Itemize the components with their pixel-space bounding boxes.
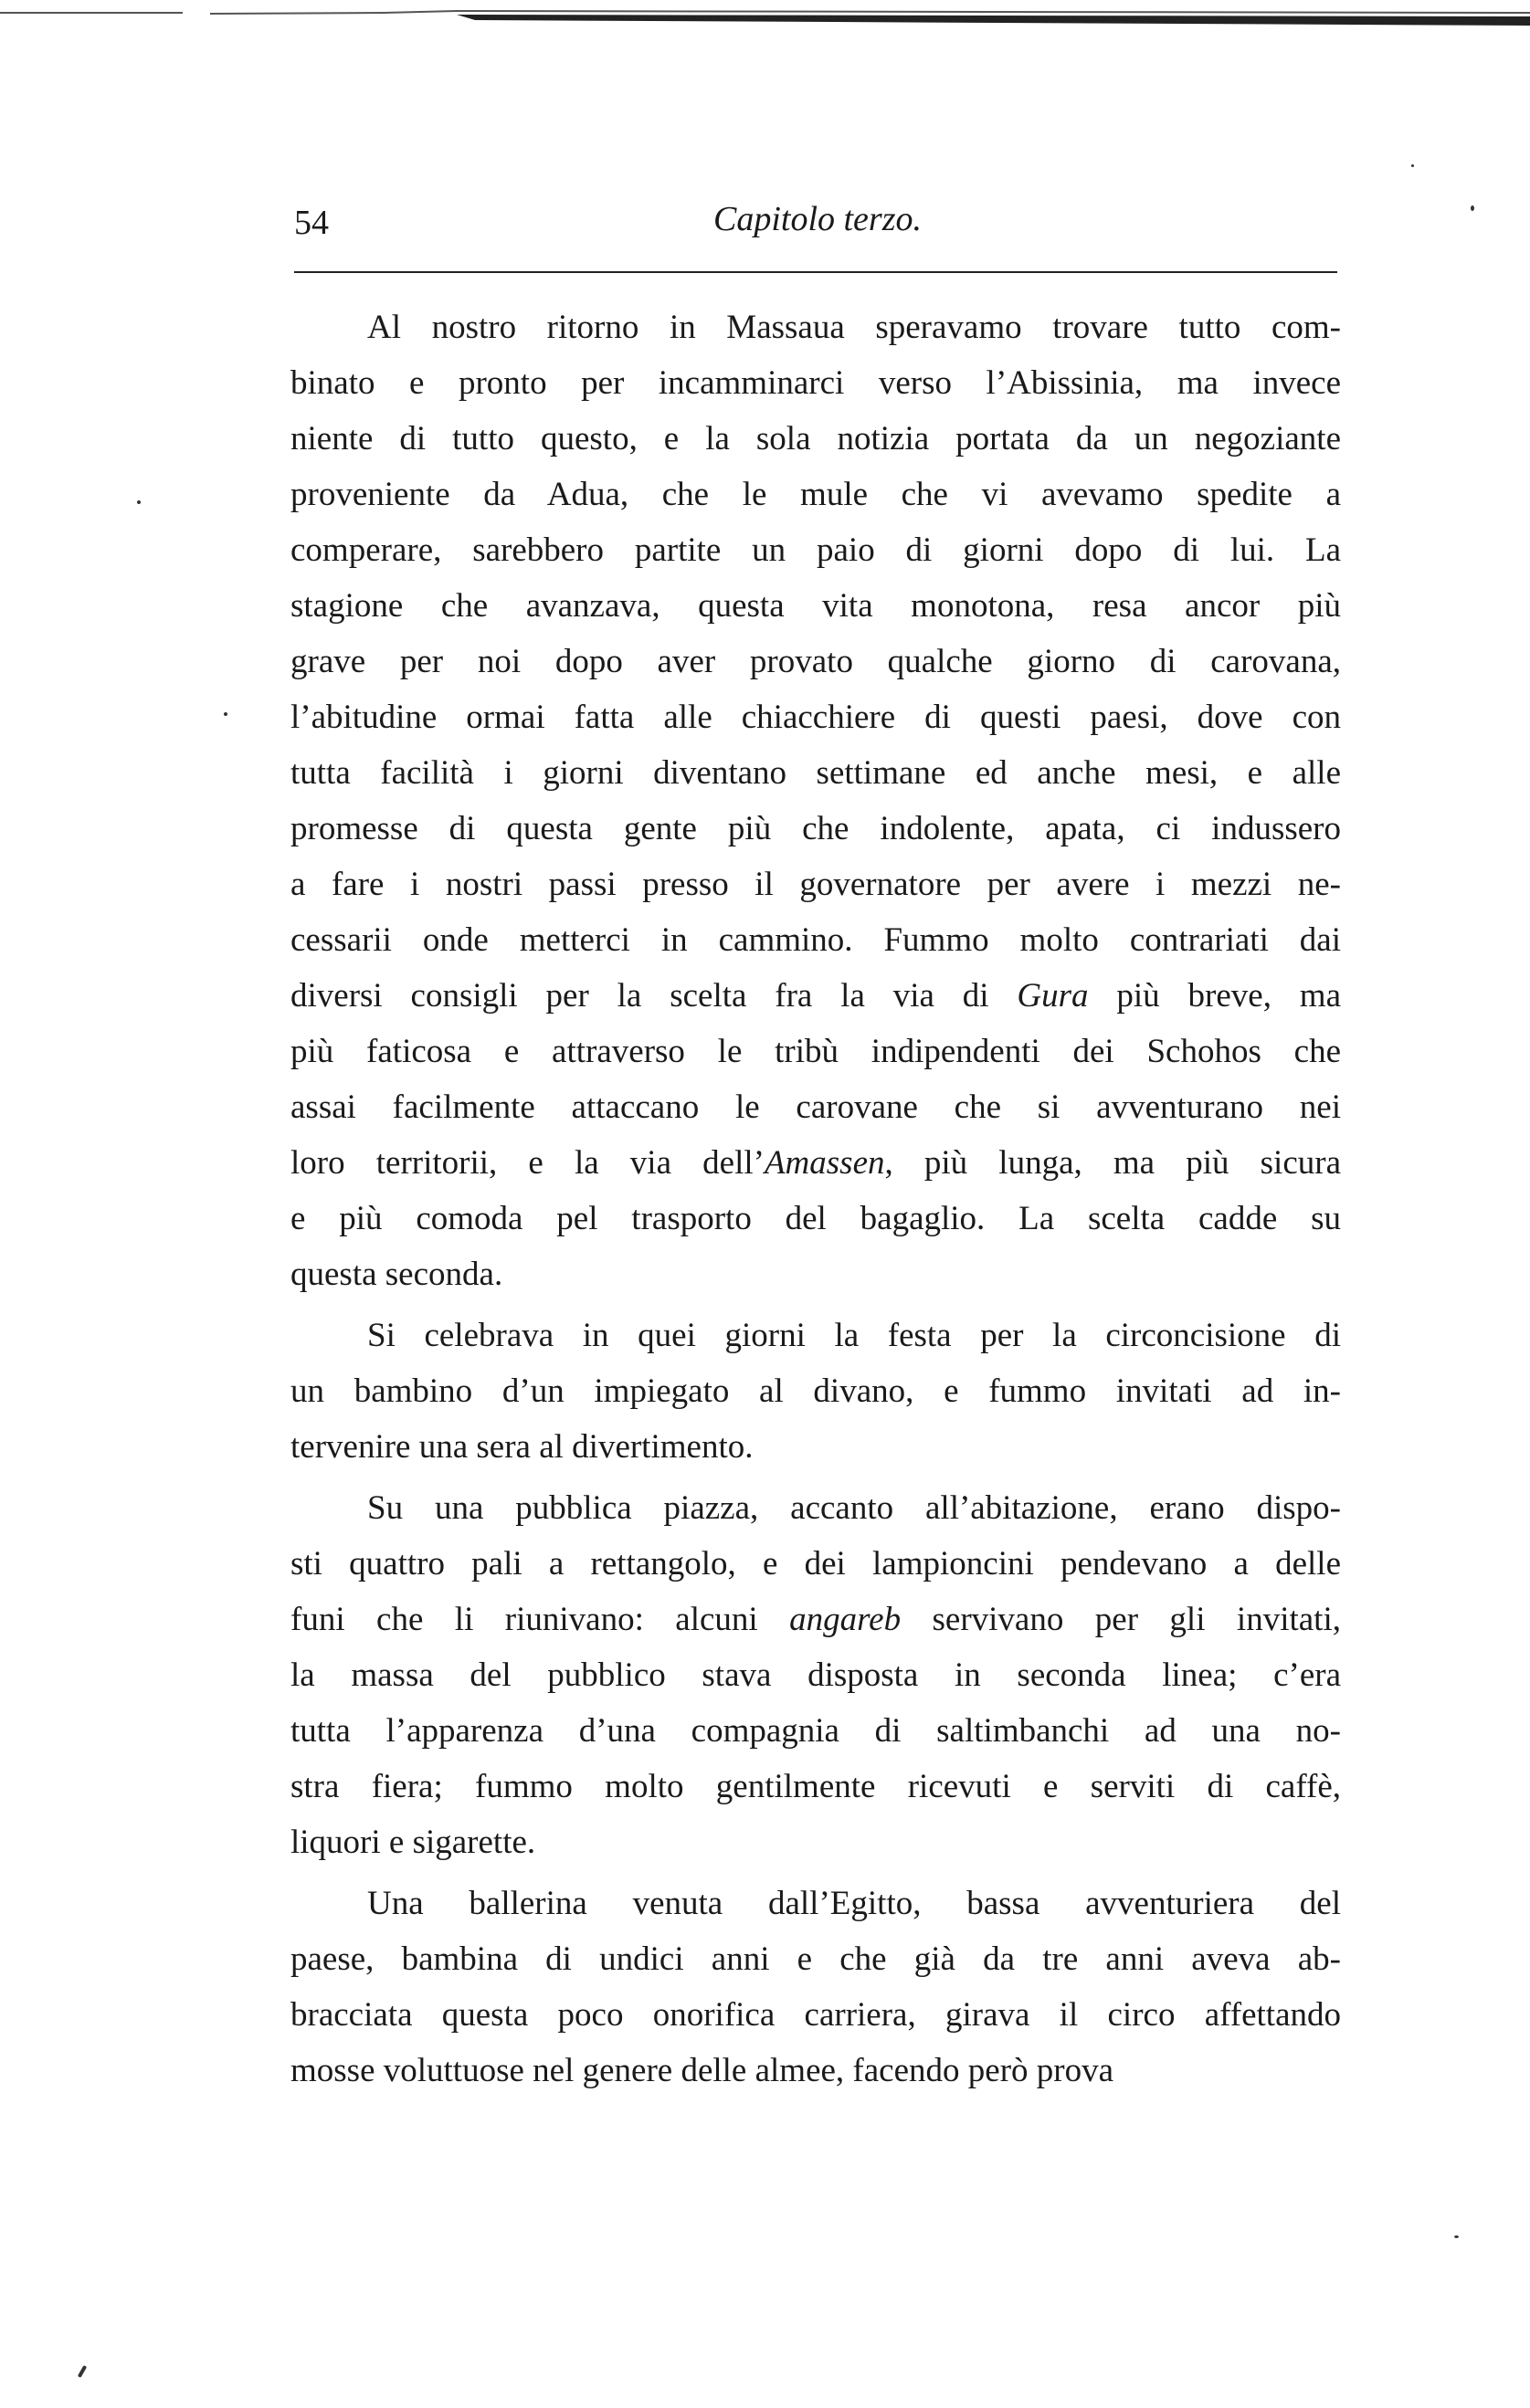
text-line bbox=[290, 801, 1341, 857]
text-line bbox=[290, 857, 1341, 912]
italic-term: angareb bbox=[789, 1601, 902, 1638]
text-segment: più faticosa e attraverso le tribù indipendenti dei Schohos che bbox=[290, 1033, 1341, 1070]
scan-speck bbox=[78, 2365, 87, 2378]
paragraph bbox=[290, 1876, 1341, 2098]
text-segment: a fare i nostri passi presso il governatore per avere i mezzi ne- bbox=[290, 866, 1341, 903]
text-segment: mosse voluttuose nel genere delle almee, facendo però prova bbox=[290, 2052, 1114, 2089]
scan-speck bbox=[137, 500, 141, 504]
text-segment: servivano per gli invitati, bbox=[901, 1601, 1341, 1638]
text-segment: e più comoda pel trasporto del bagaglio. La scelta cadde su bbox=[290, 1200, 1341, 1237]
text-segment: proveniente da Adua, che le mule che vi avevamo spedite a bbox=[290, 476, 1341, 513]
text-line bbox=[290, 1814, 1341, 1870]
text-segment: loro territorii, e la via dell’ bbox=[290, 1144, 765, 1182]
running-head: Capitolo terzo. bbox=[712, 200, 923, 238]
text-line bbox=[290, 2043, 1341, 2098]
text-line bbox=[290, 578, 1341, 634]
text-segment: stagione che avanzava, questa vita monotona, resa ancor più bbox=[290, 587, 1341, 625]
text-line bbox=[290, 355, 1341, 411]
text-segment: stra fiera; fummo molto gentilmente ricevuti e serviti di caffè, bbox=[290, 1768, 1341, 1805]
italic-term: Amassen bbox=[764, 1144, 885, 1182]
scan-speck bbox=[1471, 205, 1474, 211]
text-line bbox=[290, 1876, 1341, 1931]
text-line bbox=[290, 912, 1341, 968]
text-line bbox=[290, 1703, 1341, 1759]
text-segment: Si celebrava in quei giorni la festa per la circoncisione di bbox=[367, 1317, 1341, 1354]
text-segment: cessarii onde metterci in cammino. Fummo molto contrariati dai bbox=[290, 921, 1341, 959]
text-line bbox=[290, 1308, 1341, 1363]
text-segment: diversi consigli per la scelta fra la via di bbox=[290, 977, 1018, 1015]
page-number: 54 bbox=[294, 204, 329, 242]
text-line bbox=[290, 1647, 1341, 1703]
text-segment: grave per noi dopo aver provato qualche giorno di carovana, bbox=[290, 643, 1341, 680]
text-segment: niente di tutto questo, e la sola notizia portata da un negoziante bbox=[290, 420, 1341, 457]
body-text bbox=[290, 300, 1341, 2098]
text-segment: questa seconda. bbox=[290, 1256, 503, 1293]
text-line bbox=[290, 1480, 1341, 1536]
text-line bbox=[290, 1987, 1341, 2043]
text-segment: comperare, sarebbero partite un paio di giorni dopo di lui. La bbox=[290, 531, 1341, 569]
text-line bbox=[290, 1592, 1341, 1647]
text-segment: funi che li riunivano: alcuni bbox=[290, 1601, 790, 1638]
text-line bbox=[290, 968, 1341, 1024]
text-segment: tervenire una sera al divertimento. bbox=[290, 1428, 754, 1466]
text-line bbox=[290, 1135, 1341, 1191]
text-segment: assai facilmente attaccano le carovane che si avventurano nei bbox=[290, 1088, 1341, 1126]
text-segment: Su una pubblica piazza, accanto all’abitazione, erano dispo- bbox=[367, 1489, 1341, 1527]
text-line bbox=[290, 467, 1341, 522]
text-line bbox=[290, 1931, 1341, 1987]
text-segment: tutta l’apparenza d’una compagnia di saltimbanchi ad una no- bbox=[290, 1712, 1341, 1750]
text-segment: Al nostro ritorno in Massaua speravamo trovare tutto com- bbox=[367, 309, 1341, 346]
scan-edge-border bbox=[0, 0, 1530, 27]
text-line bbox=[290, 1363, 1341, 1419]
scan-speck bbox=[224, 712, 227, 716]
text-segment: Una ballerina venuta dall’Egitto, bassa avventuriera del bbox=[367, 1885, 1341, 1922]
text-segment: promesse di questa gente più che indolente, apata, ci indussero bbox=[290, 810, 1341, 847]
text-segment: un bambino d’un impiegato al divano, e fummo invitati ad in- bbox=[290, 1372, 1341, 1410]
text-segment: , più lunga, ma più sicura bbox=[884, 1144, 1341, 1182]
italic-term: Gura bbox=[1017, 977, 1089, 1015]
text-line bbox=[290, 1759, 1341, 1814]
header-rule bbox=[294, 271, 1337, 273]
text-line bbox=[290, 634, 1341, 689]
text-line bbox=[290, 522, 1341, 578]
text-line bbox=[290, 411, 1341, 467]
text-line bbox=[290, 1419, 1341, 1475]
text-segment: tutta facilità i giorni diventano settimane ed anche mesi, e alle bbox=[290, 754, 1341, 792]
text-segment: liquori e sigarette. bbox=[290, 1824, 536, 1861]
scan-speck bbox=[1454, 2235, 1459, 2238]
text-line bbox=[290, 1191, 1341, 1246]
text-segment: la massa del pubblico stava disposta in seconda linea; c’era bbox=[290, 1656, 1341, 1694]
text-line bbox=[290, 745, 1341, 801]
paragraph bbox=[290, 300, 1341, 1302]
text-segment: paese, bambina di undici anni e che già da tre anni aveva ab- bbox=[290, 1940, 1341, 1978]
paragraph bbox=[290, 1480, 1341, 1870]
text-segment: più breve, ma bbox=[1088, 977, 1341, 1015]
text-line bbox=[290, 1024, 1341, 1079]
text-segment: binato e pronto per incamminarci verso l’Abissinia, ma invece bbox=[290, 364, 1341, 402]
paragraph bbox=[290, 1308, 1341, 1475]
scan-speck bbox=[1411, 164, 1414, 167]
text-line bbox=[290, 689, 1341, 745]
text-line bbox=[290, 1536, 1341, 1592]
text-segment: bracciata questa poco onorifica carriera, girava il circo affettando bbox=[290, 1996, 1341, 2034]
text-segment: sti quattro pali a rettangolo, e dei lampioncini pendevano a delle bbox=[290, 1545, 1341, 1583]
text-line bbox=[290, 300, 1341, 355]
text-line bbox=[290, 1246, 1341, 1302]
text-segment: l’abitudine ormai fatta alle chiacchiere di questi paesi, dove con bbox=[290, 699, 1341, 736]
text-line bbox=[290, 1079, 1341, 1135]
